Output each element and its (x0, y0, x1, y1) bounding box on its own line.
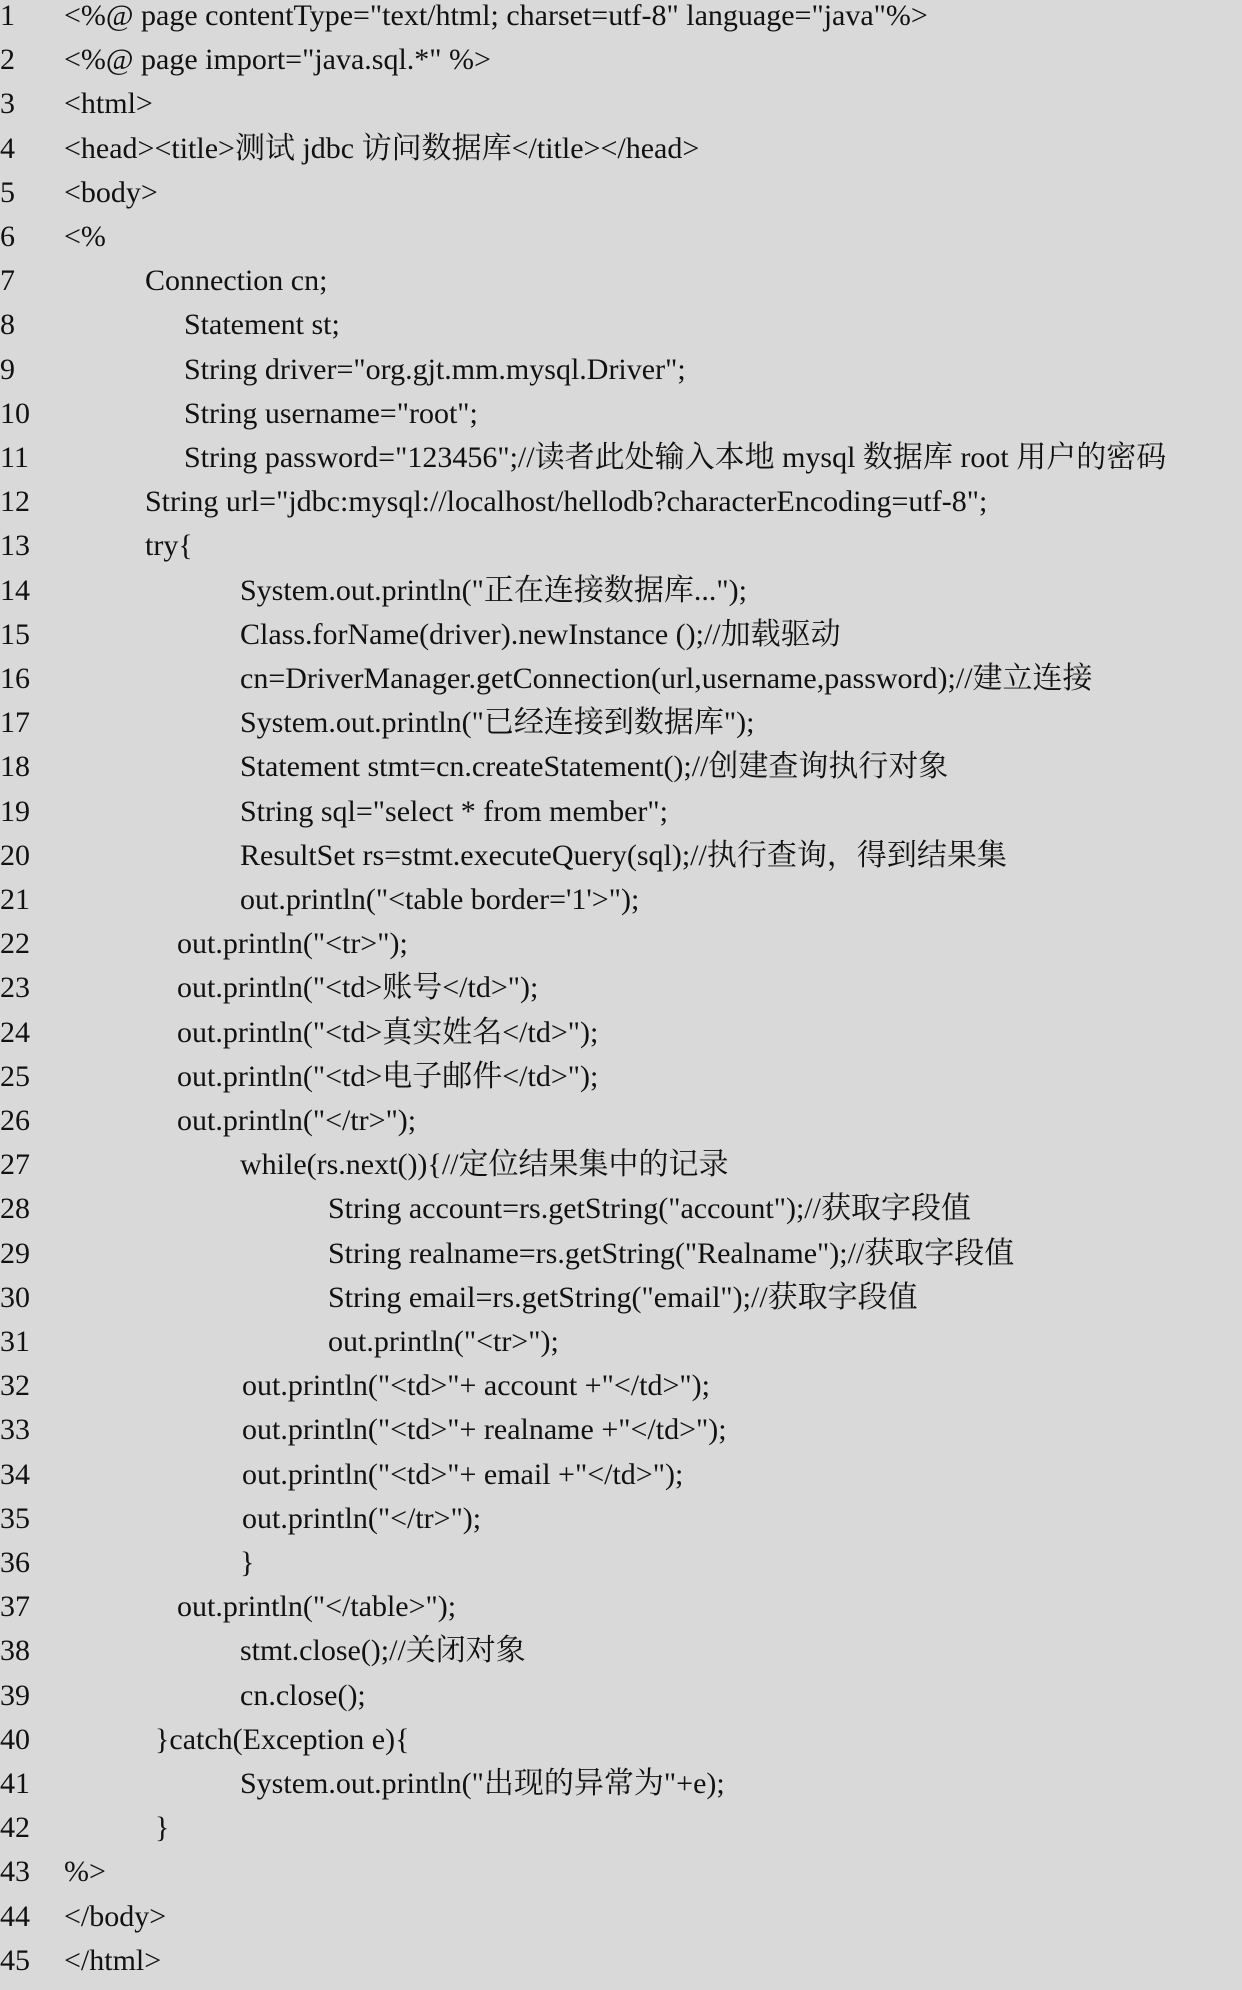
code-text: try{ (145, 529, 193, 563)
line-number: 45 (0, 1943, 30, 1977)
code-text: System.out.println("出现的异常为"+e); (240, 1767, 725, 1800)
code-text: }catch(Exception e){ (155, 1722, 410, 1756)
code-text: out.println("<tr>"); (177, 927, 408, 961)
line-number: 28 (0, 1192, 30, 1226)
line-number: 16 (0, 662, 30, 695)
code-line (0, 1678, 1242, 1725)
code-line (0, 1636, 1242, 1680)
line-number: 9 (0, 352, 15, 386)
code-text: out.println("<td>"+ account +"</td>"); (242, 1369, 710, 1403)
code-text: } (155, 1811, 170, 1845)
code-text: <%@ page contentType="text/html; charset=utf-8" language="java"%> (64, 0, 928, 32)
code-line (0, 487, 1242, 531)
line-number: 38 (0, 1634, 30, 1668)
code-text: System.out.println("正在连接数据库..."); (240, 573, 747, 607)
code-text: %> (64, 1855, 106, 1889)
code-line (0, 531, 1242, 575)
line-number: 17 (0, 706, 30, 740)
line-number: 3 (0, 87, 15, 121)
code-line (0, 396, 1242, 443)
line-number: 37 (0, 1590, 30, 1624)
code-line (0, 45, 1242, 89)
code-text: out.println("</tr>"); (177, 1104, 417, 1137)
code-text: System.out.println("已经连接到数据库"); (240, 706, 755, 740)
code-text: ResultSet rs=stmt.executeQuery(sql);//执行查询，得到结果集 (240, 838, 1007, 872)
code-line (0, 664, 1242, 708)
code-line (0, 352, 1242, 399)
code-line (0, 1015, 1242, 1062)
line-number: 31 (0, 1325, 30, 1358)
code-text: Statement st; (184, 308, 340, 342)
code-line (0, 1280, 1242, 1327)
line-number: 24 (0, 1015, 30, 1049)
line-number: 26 (0, 1104, 30, 1137)
line-number: 43 (0, 1855, 30, 1889)
code-line (0, 175, 1242, 222)
code-line (0, 1415, 1242, 1459)
line-number: 30 (0, 1280, 30, 1314)
code-line (0, 1059, 1242, 1106)
line-number: 40 (0, 1722, 30, 1756)
code-text: </body> (64, 1899, 167, 1933)
line-number: 44 (0, 1899, 30, 1933)
code-text: out.println("<td>"+ email +"</td>"); (242, 1457, 684, 1491)
code-text: String driver="org.gjt.mm.mysql.Driver"; (184, 352, 686, 386)
line-number: 41 (0, 1767, 30, 1800)
code-line (0, 131, 1242, 178)
code-text: String realname=rs.getString("Realname");//获取字段值 (328, 1236, 1015, 1270)
line-number: 42 (0, 1811, 30, 1845)
code-line (0, 1106, 1242, 1150)
line-number: 34 (0, 1457, 30, 1491)
line-number: 33 (0, 1413, 30, 1447)
code-text: out.println("</tr>"); (242, 1501, 482, 1535)
code-text: <head><title>测试 jdbc 访问数据库</title></head> (64, 131, 700, 165)
code-line (0, 929, 1242, 973)
code-text: String username="root"; (184, 396, 478, 430)
line-number: 39 (0, 1678, 30, 1712)
code-line (0, 1371, 1242, 1415)
code-line (0, 838, 1242, 885)
code-line (0, 1236, 1242, 1283)
line-number: 13 (0, 529, 30, 563)
code-text: String sql="select * from member"; (240, 794, 668, 828)
line-number: 32 (0, 1369, 30, 1403)
code-line (0, 617, 1242, 664)
code-text: String url="jdbc:mysql://localhost/hellodb?characterEncoding=utf-8"; (145, 485, 988, 519)
code-text: Class.forName(driver).newInstance ();//加载驱动 (240, 617, 841, 651)
code-line (0, 1457, 1242, 1504)
code-text: out.println("<tr>"); (328, 1325, 559, 1358)
code-line (0, 266, 1242, 310)
line-number: 4 (0, 131, 15, 165)
line-number: 12 (0, 485, 30, 519)
line-number: 15 (0, 617, 30, 651)
code-line (0, 1769, 1242, 1813)
code-line (0, 973, 1242, 1017)
code-line (0, 310, 1242, 354)
line-number: 18 (0, 750, 30, 784)
code-line (0, 1943, 1242, 1990)
code-line (0, 1857, 1242, 1901)
code-text: <%@ page import="java.sql.*" %> (64, 43, 491, 77)
code-text: while(rs.next()){//定位结果集中的记录 (240, 1148, 729, 1182)
code-text: <% (64, 220, 106, 253)
line-number: 27 (0, 1148, 30, 1182)
code-line (0, 89, 1242, 133)
line-number: 5 (0, 175, 15, 209)
code-line (0, 1722, 1242, 1769)
code-line (0, 1327, 1242, 1371)
code-text: out.println("<td>"+ realname +"</td>"); (242, 1413, 727, 1447)
code-line (0, 752, 1242, 796)
code-line (0, 794, 1242, 841)
code-line (0, 1592, 1242, 1636)
line-number: 22 (0, 927, 30, 961)
line-number: 6 (0, 220, 15, 253)
line-number: 8 (0, 308, 15, 342)
code-text: cn.close(); (240, 1678, 366, 1712)
code-text: Statement stmt=cn.createStatement();//创建查询执行对象 (240, 750, 949, 784)
code-text: cn=DriverManager.getConnection(url,username,password);//建立连接 (240, 662, 1093, 695)
code-text: Connection cn; (145, 264, 328, 298)
line-number: 11 (0, 441, 29, 474)
code-text: <body> (64, 175, 158, 209)
line-number: 19 (0, 794, 30, 828)
line-number: 21 (0, 883, 30, 916)
code-line (0, 1, 1242, 45)
code-text: <html> (64, 87, 153, 121)
code-line (0, 1150, 1242, 1194)
code-text: out.println("</table>"); (177, 1590, 457, 1624)
line-number: 20 (0, 838, 30, 872)
line-number: 23 (0, 971, 30, 1005)
code-text: out.println("<td>真实姓名</td>"); (177, 1015, 599, 1049)
code-line (0, 708, 1242, 752)
code-text: } (240, 1546, 255, 1579)
code-text: out.println("<td>电子邮件</td>"); (177, 1059, 599, 1093)
code-line (0, 1899, 1242, 1946)
code-line (0, 1813, 1242, 1857)
code-text: out.println("<table border='1'>"); (240, 883, 640, 916)
code-line (0, 222, 1242, 266)
code-line (0, 1501, 1242, 1548)
code-text: </html> (64, 1943, 162, 1977)
code-line (0, 1194, 1242, 1238)
line-number: 1 (0, 0, 15, 32)
code-line (0, 1548, 1242, 1592)
code-text: out.println("<td>账号</td>"); (177, 971, 539, 1005)
code-text: String account=rs.getString("account");//获取字段值 (328, 1192, 971, 1226)
code-line (0, 443, 1242, 487)
line-number: 36 (0, 1546, 30, 1579)
code-text: stmt.close();//关闭对象 (240, 1634, 526, 1668)
line-number: 2 (0, 43, 15, 77)
line-number: 25 (0, 1059, 30, 1093)
code-line (0, 573, 1242, 620)
code-text: String password="123456";//读者此处输入本地 mysql 数据库 root 用户的密码 (184, 441, 1167, 474)
code-text: String email=rs.getString("email");//获取字段值 (328, 1280, 918, 1314)
line-number: 7 (0, 264, 15, 298)
line-number: 10 (0, 396, 30, 430)
line-number: 14 (0, 573, 30, 607)
line-number: 29 (0, 1236, 30, 1270)
code-line (0, 885, 1242, 929)
line-number: 35 (0, 1501, 30, 1535)
